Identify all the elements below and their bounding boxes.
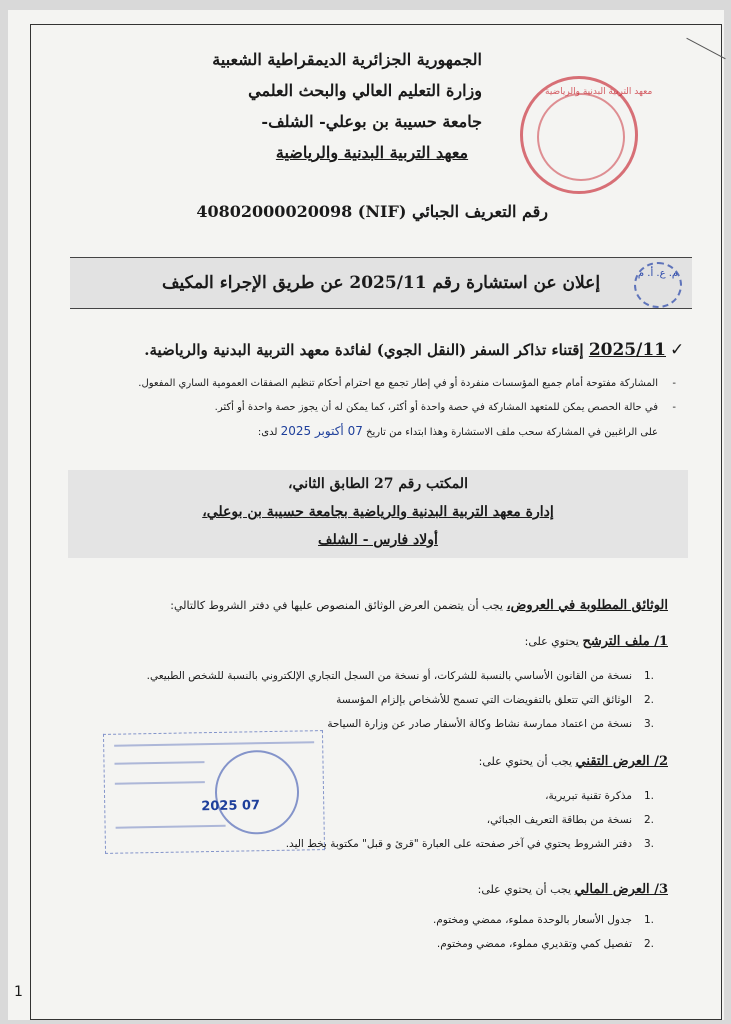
list-item: .2الوثائق التي تتعلق بالتفويضات التي تسمح للأشخاص بإلزام المؤسسة (336, 694, 654, 706)
documents-label: الوثائق المطلوبة في العروض، (506, 598, 668, 613)
consultation-subject (46, 340, 666, 360)
section-title: 1/ ملف الترشح (582, 634, 668, 649)
reception-stamp (103, 730, 325, 854)
red-stamp-text: معهد التربية البدنية والرياضية (545, 87, 653, 97)
consultation-object: إقتناء تذاكر السفر (النقل الجوي) لفائدة معهد التربية البدنية والرياضية. (144, 341, 584, 359)
documents-text: يجب أن يتضمن العرض الوثائق المنصوص عليها في دفتر الشروط كالتالي: (170, 599, 503, 612)
location-line: أولاد فارس - الشلف (318, 532, 438, 548)
institute-name: معهد التربية البدنية والرياضية (275, 143, 469, 162)
section-intro: يجب أن يحتوي على: (478, 755, 573, 768)
republic-name: الجمهورية الجزائرية الديمقراطية الشعبية (212, 50, 482, 69)
list-item: .1نسخة من القانون الأساسي بالنسبة للشركات، أو نسخة من السجل التجاري الإلكتروني بالنسبة للشخص الطبيعي. (146, 670, 654, 682)
withdrawal-text: على الراغبين في المشاركة سحب ملف الاستشارة وهذا ابتداء من تاريخ (366, 427, 658, 438)
university-name: جامعة حسيبة بن بوعلي- الشلف- (261, 112, 482, 131)
tax-id: رقم التعريف الجبائي (NIF) 40802000020098 (196, 202, 548, 221)
documents-intro (170, 598, 668, 613)
small-round-stamp (634, 262, 682, 308)
stamp-date: 2025 07 (201, 798, 261, 815)
consultation-number: 2025/11 (588, 340, 666, 360)
handwritten-date: 07 أكتوبر 2025 (280, 424, 363, 438)
section-intro: يجب أن يحتوي على: (477, 883, 572, 896)
page-number: 1 (14, 984, 23, 1000)
list-item: .1مذكرة تقنية تبريرية، (545, 790, 654, 802)
address-block (68, 470, 688, 558)
section-intro: يحتوي على: (524, 635, 579, 648)
section-financial (478, 882, 668, 897)
bullet-participation: - المشاركة مفتوحة أمام جميع المؤسسات منفردة أو في إطار تجمع مع احترام أحكام تنظيم الصفقات العمومية الساري المفعول. (38, 378, 658, 389)
section-candidacy (525, 634, 668, 649)
list-item: .2نسخة من بطاقة التعريف الجبائي، (486, 814, 654, 826)
announcement-title: إعلان عن استشارة رقم 2025/11 عن طريق الإجراء المكيف (161, 273, 601, 293)
bullet-lots: - في حالة الحصص يمكن للمتعهد المشاركة في حصة واحدة أو أكثر، كما يمكن له أن يجوز حصة واحدة أو أكثر. (38, 402, 658, 413)
small-stamp-text: م. ع. أ. م (637, 268, 679, 279)
checkmark-icon: ✓ (670, 340, 685, 360)
withdrawal-notice (38, 424, 658, 438)
list-item: .3دفتر الشروط يحتوي في آخر صفحته على العبارة "قرئ و قبل" مكتوبة بخط اليد. (285, 838, 654, 850)
list-item: .3نسخة من اعتماد ممارسة نشاط وكالة الأسفار صادر عن وزارة السياحة (327, 718, 654, 730)
announcement-banner (70, 257, 692, 309)
letterhead (212, 44, 482, 168)
blue-round-seal (214, 750, 299, 835)
section-technical (479, 754, 668, 769)
section-title: 3/ العرض المالي (574, 882, 668, 897)
list-item: .2تفصيل كمي وتقديري مملوء، ممضي ومختوم. (436, 938, 654, 950)
administration-line: إدارة معهد التربية البدنية والرياضية بجامعة حسيبة بن بوعلي، (202, 504, 554, 520)
withdrawal-at: لدى: (257, 427, 278, 438)
list-item: .1جدول الأسعار بالوحدة مملوء، ممضي ومختوم. (432, 914, 654, 926)
institution-round-stamp (520, 76, 653, 194)
office-line: المكتب رقم 27 الطابق الثاني، (288, 476, 468, 492)
document-page (8, 10, 724, 1020)
section-title: 2/ العرض التقني (575, 754, 668, 769)
ministry-name: وزارة التعليم العالي والبحث العلمي (248, 81, 482, 100)
